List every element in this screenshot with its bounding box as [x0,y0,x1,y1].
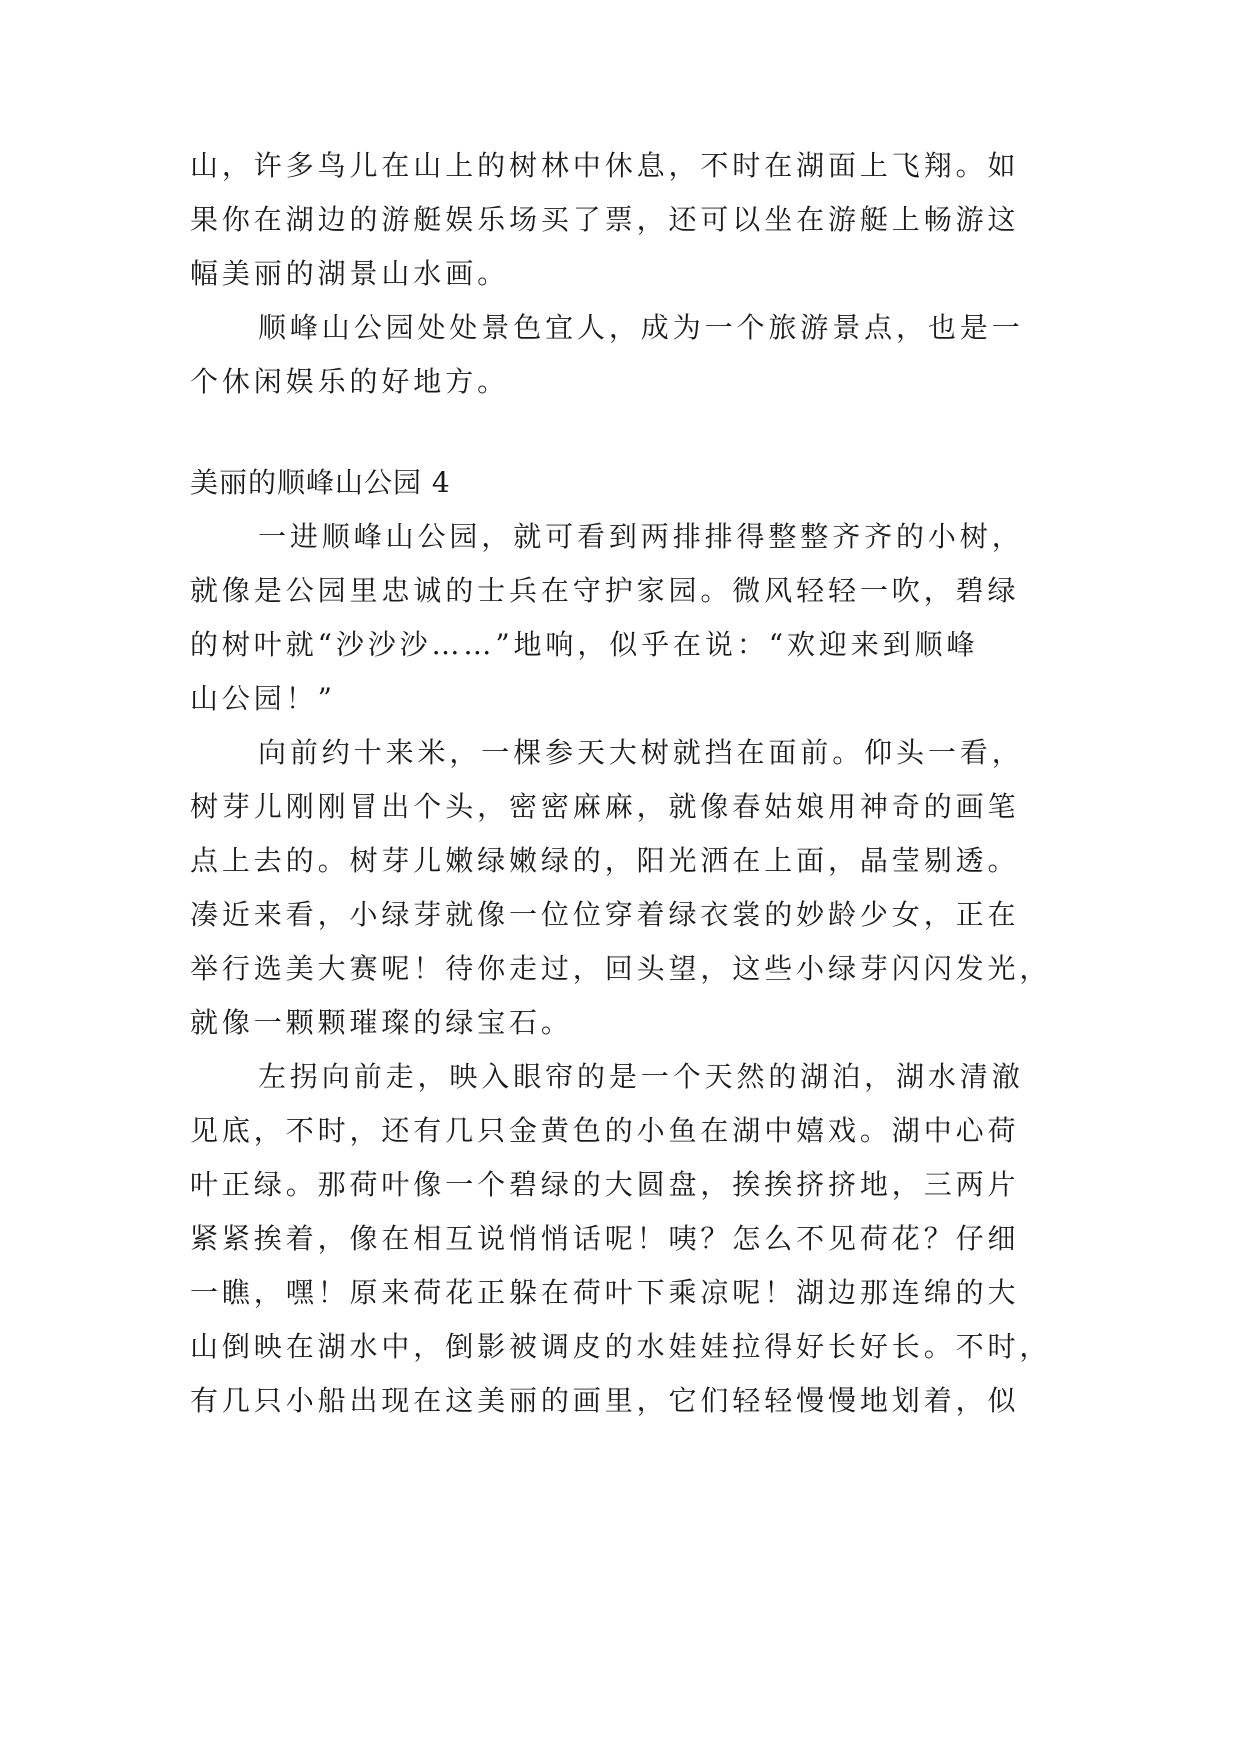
paragraph-line: 见底，不时，还有几只金黄色的小鱼在湖中嬉戏。湖中心荷 [190,1114,1020,1147]
paragraph-line: 凑近来看，小绿芽就像一位位穿着绿衣裳的妙龄少女，正在 [190,898,1020,931]
paragraph-line: 果你在湖边的游艇娱乐场买了票，还可以坐在游艇上畅游这 [190,203,1020,236]
paragraph-line: 紧紧挨着，像在相互说悄悄话呢！咦？怎么不见荷花？仔细 [190,1222,1020,1255]
paragraph-line: 顺峰山公园处处景色宜人，成为一个旅游景点，也是一 [258,311,1024,344]
paragraph-line: 个休闲娱乐的好地方。 [190,365,510,398]
paragraph-line: 幅美丽的湖景山水画。 [190,257,510,290]
paragraph-line: 有几只小船出现在这美丽的画里，它们轻轻慢慢地划着，似 [190,1384,1020,1417]
paragraph-line: 一进顺峰山公园，就可看到两排排得整整齐齐的小树， [258,520,1024,553]
paragraph-line: 左拐向前走，映入眼帘的是一个天然的湖泊，湖水清澈 [258,1060,1024,1093]
paragraph-line: 举行选美大赛呢！待你走过，回头望，这些小绿芽闪闪发光， [190,952,1052,985]
paragraph-line: 一瞧，嘿！原来荷花正躲在荷叶下乘凉呢！湖边那连绵的大 [190,1276,1020,1309]
paragraph-line: 的树叶就“沙沙沙……”地响，似乎在说：“欢迎来到顺峰 [190,628,979,661]
paragraph-line: 山公园！” [190,682,336,715]
paragraph-line: 向前约十来米，一棵参天大树就挡在面前。仰头一看， [258,736,1024,769]
paragraph-line: 山倒映在湖水中，倒影被调皮的水娃娃拉得好长好长。不时， [190,1330,1052,1363]
paragraph-line: 山，许多鸟儿在山上的树林中休息，不时在湖面上飞翔。如 [190,149,1020,182]
paragraph-line: 点上去的。树芽儿嫩绿嫩绿的，阳光洒在上面，晶莹剔透。 [190,844,1020,877]
paragraph-line: 叶正绿。那荷叶像一个碧绿的大圆盘，挨挨挤挤地，三两片 [190,1168,1020,1201]
paragraph-line: 树芽儿刚刚冒出个头，密密麻麻，就像春姑娘用神奇的画笔 [190,790,1020,823]
section-heading: 美丽的顺峰山公园 4 [190,466,451,499]
paragraph-line: 就像一颗颗璀璨的绿宝石。 [190,1006,573,1039]
paragraph-line: 就像是公园里忠诚的士兵在守护家园。微风轻轻一吹，碧绿 [190,574,1020,607]
